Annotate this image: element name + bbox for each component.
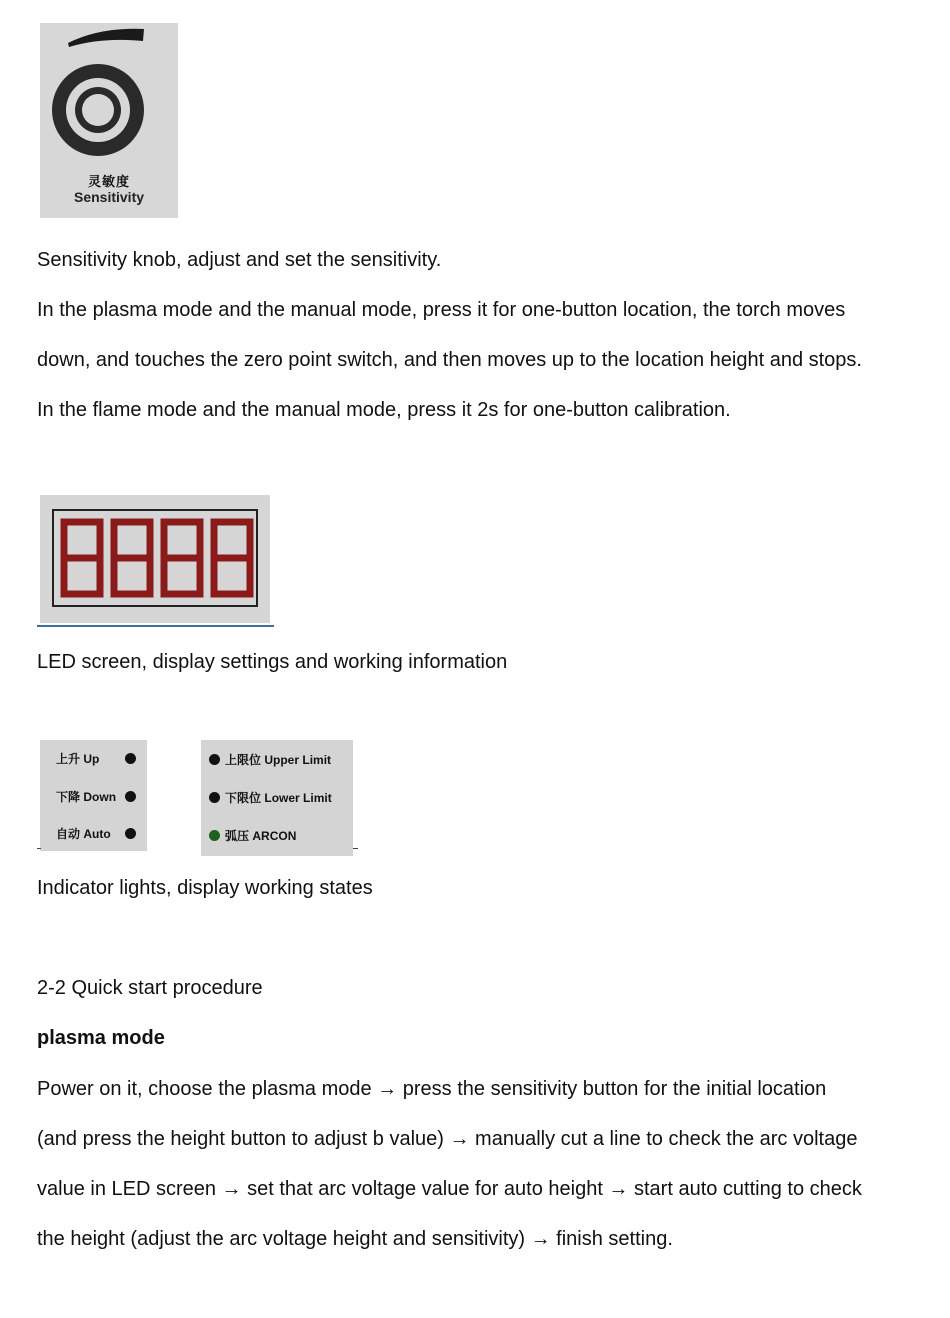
led-digit (214, 522, 250, 594)
led-screen-figure (40, 495, 270, 623)
indicator-auto-dot (125, 828, 136, 839)
indicator-up-dot (125, 753, 136, 764)
led-underline (37, 625, 274, 627)
flame-line: In the flame mode and the manual mode, press it 2s for one-button calibration. (37, 399, 731, 421)
knob-label-cn: 灵敏度 (87, 174, 130, 189)
led-digit (64, 522, 100, 594)
indicator-auto (56, 825, 111, 842)
indicator-lower-limit-dot (209, 792, 220, 803)
indicator-arcon-cn: 弧压 (225, 829, 250, 843)
indicator-panel-left (40, 740, 147, 851)
indicator-down (56, 788, 116, 805)
knob-label-en: Sensitivity (73, 189, 145, 205)
led-caption: LED screen, display settings and working information (37, 651, 508, 673)
plasma-line-2: down, and touches the zero point switch, and then moves up to the location height and stops. (37, 349, 862, 371)
procedure-line-2: (and press the height button to adjust b value) → manually cut a line to check the arc voltage (37, 1128, 858, 1150)
indicator-upper-limit-dot (209, 754, 220, 765)
indicator-down-cn: 下降 (56, 790, 81, 804)
indicator-caption: Indicator lights, display working states (37, 877, 373, 899)
plasma-mode-heading: plasma mode (37, 1027, 165, 1049)
indicator-upper-limit (225, 751, 331, 768)
indicator-lower-limit-en: Lower Limit (264, 791, 332, 805)
section-heading: 2-2 Quick start procedure (37, 977, 263, 999)
led-digit (164, 522, 200, 594)
procedure-line-4: the height (adjust the arc voltage height and sensitivity) → finish setting. (37, 1228, 673, 1250)
indicator-arcon (225, 827, 296, 844)
procedure-line-3: value in LED screen → set that arc voltage value for auto height → start auto cutting to check (37, 1178, 862, 1200)
indicator-arcon-dot (209, 830, 220, 841)
sensitivity-knob-figure (40, 23, 178, 218)
indicator-down-dot (125, 791, 136, 802)
indicator-down-en: Down (83, 790, 117, 804)
plasma-line-1: In the plasma mode and the manual mode, press it for one-button location, the torch moves (37, 299, 846, 321)
indicator-upper-limit-cn: 上限位 (225, 753, 262, 767)
indicator-baseline-right (353, 848, 358, 849)
indicator-up (56, 750, 99, 767)
indicator-up-cn: 上升 (56, 752, 81, 766)
procedure-line-1: Power on it, choose the plasma mode → press the sensitivity button for the initial location (37, 1078, 827, 1100)
indicator-lower-limit-cn: 下限位 (225, 791, 262, 805)
led-digits (54, 511, 256, 605)
indicator-up-en: Up (83, 752, 100, 766)
led-frame (52, 509, 258, 607)
indicator-panel-right (201, 740, 353, 856)
indicator-lower-limit (225, 789, 332, 806)
indicator-baseline-left (37, 848, 41, 849)
indicator-auto-en: Auto (83, 827, 111, 841)
indicator-upper-limit-en: Upper Limit (264, 753, 332, 767)
led-digit (114, 522, 150, 594)
knob-caption: Sensitivity knob, adjust and set the sensitivity. (37, 249, 442, 271)
indicator-arcon-en: ARCON (252, 829, 297, 843)
indicator-auto-cn: 自动 (56, 827, 81, 841)
